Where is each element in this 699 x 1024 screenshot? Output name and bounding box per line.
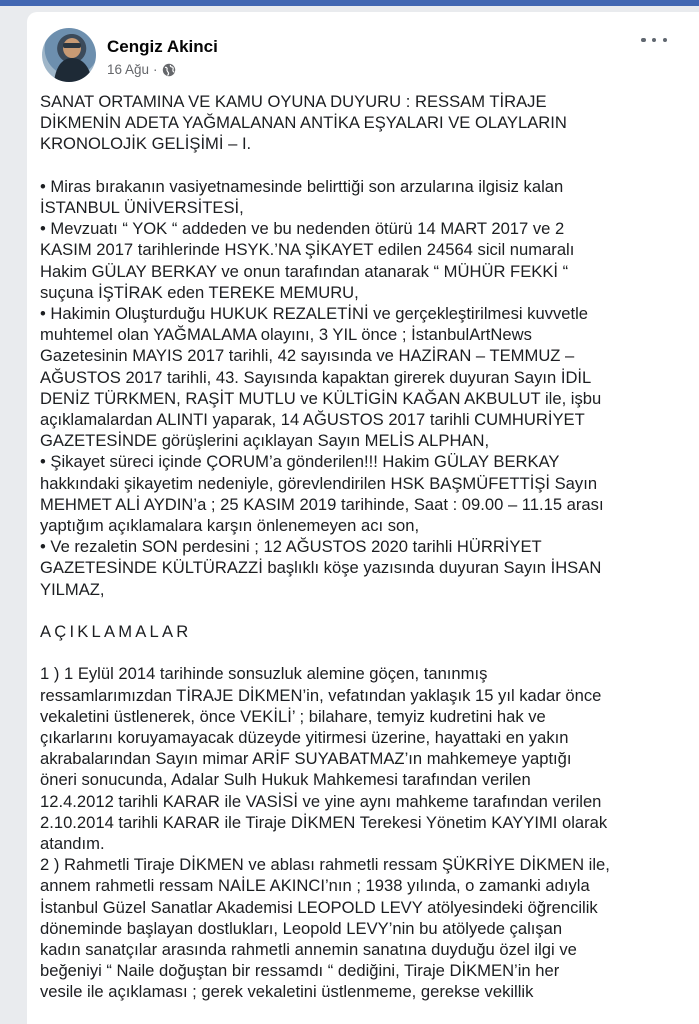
- author-name[interactable]: Cengiz Akinci: [107, 37, 218, 56]
- more-options-icon[interactable]: [641, 32, 667, 48]
- post-bullets: • Miras bırakanın vasiyetnamesinde belirttiği son arzularına ilgisiz kalan İSTANBUL ÜNİVERSİTESİ, • Mevzuatı “ YOK “ addeden ve bu nedenden ötürü 14 MART 2017 ve 2 KASIM 2017 tarihlerinde HSYK.’NA ŞİKAYET edilen 24564 sicil numaralı Hakim GÜLAY BERKAY ve onun tarafından atanarak “ MÜHÜR FEKKİ “ suçuna İŞTİRAK eden TEREKE MEMURU, • Hakimin Oluşturduğu HUKUK REZALETİNİ ve gerçekleştirilmesi kuvvetle muhtemel olan YAĞMALAMA olayını, 3 YIL önce ; İstanbulArtNews Gazetesinin MAYIS 2017 tarihli, 42 sayısında ve HAZİRAN – TEMMUZ – AĞUSTOS 2017 tarihli, 43. Sayısında kapaktan girerek duyuran Sayın İDİL DENİZ TÜRKMEN, RAŞİT MUTLU ve KÜLTİGİN KAĞAN AKBULUT ile, işbu açıklamalardan ALINTI yaparak, 14 AĞUSTOS 2017 tarihli CUMHURİYET GAZETESİNDE görüşlerini açıklayan Sayın MELİS ALPHAN, • Şikayet süreci içinde ÇORUM’a gönderilen!!! Hakim GÜLAY BERKAY hakkındaki şikayetim nedeniyle, görevlendirilen HSK BAŞMÜFETTİŞİ Sayın MEHMET ALİ AYDIN’a ; 25 KASIM 2019 tarihinde, Saat : 09.00 – 11.15 arası yaptığım açıklamalara karşın önlenemeyen acı son, • Ve rezaletin SON perdesini ; 12 AĞUSTOS 2020 tarihli HÜRRİYET GAZETESİNDE KÜLTÜRAZZİ başlıklı köşe yazısında duyuran Sayın İHSAN YILMAZ,: [40, 176, 604, 599]
- avatar[interactable]: [42, 28, 96, 82]
- section-heading: AÇIKLAMALAR: [40, 622, 192, 642]
- meta-separator: ·: [153, 62, 158, 77]
- post-title: SANAT ORTAMINA VE KAMU OYUNA DUYURU : RESSAM TİRAJE DİKMENİN ADETA YAĞMALANAN ANTİKA EŞYALARI VE OLAYLARIN KRONOLOJİK GELİŞİMİ – I.: [40, 92, 567, 154]
- post-date[interactable]: 16 Ağu: [107, 62, 150, 77]
- post-meta: [107, 62, 176, 77]
- post-body: [40, 91, 690, 1003]
- post-card: [27, 12, 699, 1024]
- top-bar: [0, 0, 699, 6]
- globe-icon[interactable]: [162, 63, 176, 77]
- post-explanations: 1 ) 1 Eylül 2014 tarihinde sonsuzluk alemine göçen, tanınmış ressamlarımızdan TİRAJE DİKMEN’in, vefatından yaklaşık 15 yıl kadar önce vekaletini üstlenerek, önce VEKİLİ’ ; bilahare, temyiz kudretini hak ve çıkarlarını koruyamayacak düzeyde yitirmesi üzerine, hayattaki en yakın akrabalarından Sayın mimar ARİF SUYABATMAZ’ın mahkemeye yaptığı öneri sonucunda, Adalar Sulh Hukuk Mahkemesi tarafından verilen 12.4.2012 tarihli KARAR ile VASİSİ ve yine aynı mahkeme tarafından verilen 2.10.2014 tarihli KARAR ile Tiraje DİKMEN Terekesi Yönetim KAYYIMI olarak atandım. 2 ) Rahmetli Tiraje DİKMEN ve ablası rahmetli ressam ŞÜKRİYE DİKMEN ile, annem rahmetli ressam NAİLE AKINCI’nın ; 1938 yılında, o zamanki adıyla İstanbul Güzel Sanatlar Akademisi LEOPOLD LEVY atölyesindeki öğrencilik döneminde başlayan dostlukları, Leopold LEVY’nin bu atölyede çalışan kadın sanatçılar arasında rahmetli annemin sanatına duyduğu özel ilgi ve beğeniyi “ Naile doğuştan bir ressamdı “ dediğini, Tiraje DİKMEN’in her vesile ile açıklaması ; gerek vekaletini üstlenmeme, gerekse vekillik: [40, 664, 610, 1002]
